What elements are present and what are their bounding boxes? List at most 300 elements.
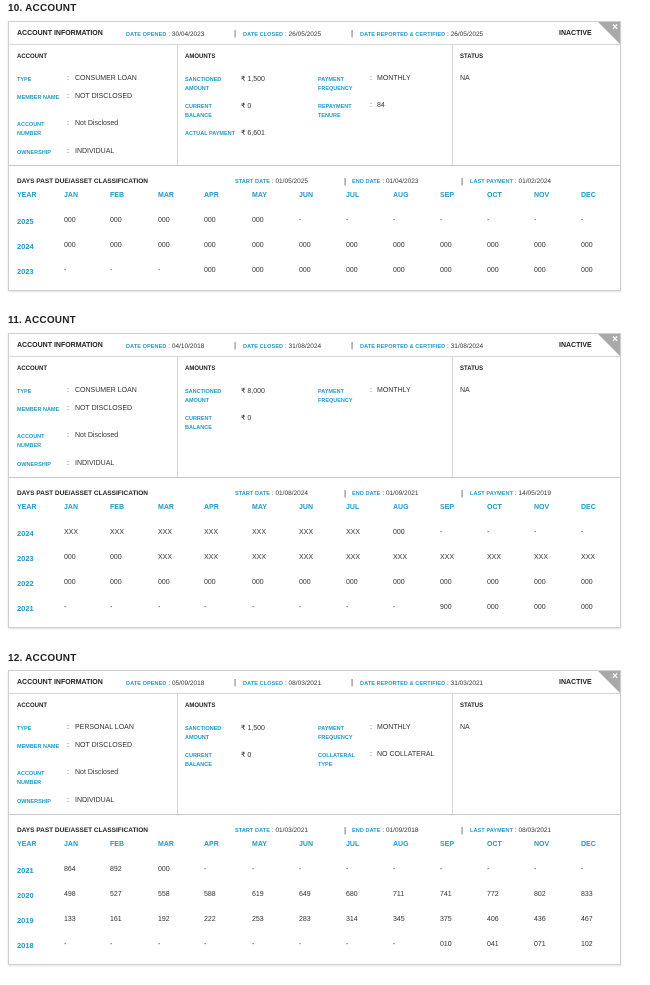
dpd-cell: -: [581, 529, 584, 536]
amounts-column-title: AMOUNTS: [185, 366, 216, 372]
dpd-cell: -: [252, 604, 255, 611]
account-info-body: [9, 694, 620, 815]
dpd-cell: 314: [346, 916, 358, 923]
dpd-cell: -: [581, 217, 584, 224]
sanctioned-amount-value: ₹ 1,500: [241, 76, 265, 83]
account-number-label: ACCOUNT NUMBER: [17, 771, 45, 786]
date-opened-label: DATE OPENED: [126, 680, 167, 687]
close-icon[interactable]: ×: [612, 22, 618, 33]
status-column-title: STATUS: [460, 703, 484, 709]
ownership-label: OWNERSHIP: [17, 462, 51, 468]
dpd-cell: 000: [346, 242, 358, 249]
dpd-cell: -: [64, 267, 67, 274]
dpd-row: [9, 579, 620, 604]
dpd-cell: XXX: [440, 554, 455, 561]
dpd-cell: 000: [487, 267, 499, 274]
date-reported-label: DATE REPORTED & CERTIFIED: [360, 680, 446, 687]
ownership-value: INDIVIDUAL: [75, 148, 115, 155]
last-payment-label: LAST PAYMENT: [470, 179, 514, 185]
status-column: [452, 694, 620, 814]
account-info-body: [9, 45, 620, 166]
collateral-type-value: NO COLLATERAL: [377, 751, 435, 758]
actual-payment-value: ₹ 6,601: [241, 130, 265, 137]
date-opened-value: : 30/04/2023: [168, 30, 205, 38]
dpd-cell: 000: [393, 529, 405, 536]
actual-payment-label: ACTUAL PAYMENT: [185, 131, 236, 137]
close-icon[interactable]: ×: [612, 671, 618, 682]
dpd-cell: 000: [110, 217, 122, 224]
dpd-cell: 222: [204, 916, 216, 923]
dpd-cell: -: [252, 866, 255, 873]
dpd-month-header: JUN: [299, 841, 314, 848]
dpd-month-header: FEB: [110, 192, 124, 199]
dpd-cell: XXX: [393, 554, 408, 561]
dpd-cell: 436: [534, 916, 546, 923]
dpd-cell: -: [299, 217, 302, 224]
account-card: [8, 21, 621, 291]
current-balance-label: CURRENT BALANCE: [185, 104, 212, 119]
member-name-label: MEMBER NAME: [17, 744, 60, 750]
dpd-cell: 000: [299, 579, 311, 586]
end-date-value: : 01/04/2023: [382, 178, 419, 185]
dpd-cell: -: [299, 866, 302, 873]
dpd-month-header: APR: [204, 841, 219, 848]
dpd-row: [9, 941, 620, 966]
dpd-month-header: SEP: [440, 504, 455, 511]
dpd-cell: XXX: [299, 529, 314, 536]
dpd-month-header: JUN: [299, 504, 314, 511]
dpd-cell: 000: [110, 242, 122, 249]
dpd-month-header: DEC: [581, 841, 596, 848]
date-opened-label: DATE OPENED: [126, 343, 167, 350]
account-card: [8, 333, 621, 628]
account-column-title: ACCOUNT: [17, 703, 47, 709]
dpd-cell: 000: [64, 554, 76, 561]
dpd-cell: 000: [393, 242, 405, 249]
dpd-row: [9, 267, 620, 292]
dpd-row: [9, 604, 620, 629]
dpd-cell: 527: [110, 891, 122, 898]
dpd-month-header: APR: [204, 504, 219, 511]
dpd-cell: 000: [204, 267, 216, 274]
dpd-cell: 000: [110, 579, 122, 586]
dpd-cell: XXX: [487, 554, 502, 561]
dpd-cell: -: [581, 866, 584, 873]
sanctioned-amount-label: SANCTIONED AMOUNT: [185, 726, 222, 741]
amounts-column: AMOUNTS SANCTIONED AMOUNT ₹ 1,500 CURRENT BALANCE ₹ 0 ACTUAL PAYMENT ₹ 6,601 PAYMENT FREQUENCY : MONTHLY REPAYMENT TENURE : 84: [177, 45, 453, 165]
dpd-month-header: FEB: [110, 841, 124, 848]
dpd-row: [9, 891, 620, 916]
start-date-label: START DATE: [235, 179, 271, 185]
sanctioned-amount-label: SANCTIONED AMOUNT: [185, 389, 222, 404]
dpd-cell: 619: [252, 891, 264, 898]
status-column: [452, 45, 620, 165]
dpd-cell: 711: [393, 891, 405, 898]
payment-frequency-label: PAYMENT FREQUENCY: [318, 726, 353, 741]
dpd-cell: -: [393, 866, 396, 873]
dpd-month-header: AUG: [393, 841, 409, 848]
dpd-cell: 000: [581, 267, 593, 274]
dpd-cell: 000: [204, 217, 216, 224]
dpd-year: 2025: [17, 217, 34, 226]
dpd-month-header: MAR: [158, 192, 174, 199]
account-info-title: ACCOUNT INFORMATION: [17, 679, 103, 686]
dpd-cell: -: [204, 866, 207, 873]
dpd-cell: 000: [581, 242, 593, 249]
account-state-badge: INACTIVE: [559, 30, 592, 37]
dpd-cell: 041: [487, 941, 499, 948]
dpd-title: DAYS PAST DUE/ASSET CLASSIFICATION: [17, 827, 148, 834]
status-column-title: STATUS: [460, 54, 484, 60]
dpd-year: 2024: [17, 242, 34, 251]
dpd-year: 2024: [17, 529, 34, 538]
dpd-month-header: MAR: [158, 841, 174, 848]
dpd-cell: 000: [534, 242, 546, 249]
account-title: 11. ACCOUNT: [8, 315, 76, 326]
dpd-cell: 161: [110, 916, 122, 923]
dpd-cell: 133: [64, 916, 76, 923]
dpd-header-row: [9, 504, 620, 529]
amounts-column-title: AMOUNTS: [185, 54, 216, 60]
dpd-cell: 000: [487, 604, 499, 611]
dpd-cell: 102: [581, 941, 593, 948]
dpd-cell: -: [110, 267, 113, 274]
close-icon[interactable]: ×: [612, 334, 618, 345]
account-title: 12. ACCOUNT: [8, 653, 77, 664]
account-column: ACCOUNT TYPE : PERSONAL LOAN MEMBER NAME : NOT DISCLOSED ACCOUNT NUMBER : Not Disclosed OWNERSHIP : INDIVIDUAL: [9, 694, 178, 814]
dpd-cell: 000: [581, 604, 593, 611]
type-value: CONSUMER LOAN: [75, 75, 137, 82]
dpd-year: 2023: [17, 267, 34, 276]
last-payment-value: : 01/02/2024: [514, 178, 552, 185]
dpd-cell: -: [110, 941, 113, 948]
dpd-month-header: MAR: [158, 504, 174, 511]
dpd-cell: 000: [393, 267, 405, 274]
type-label: TYPE: [17, 726, 32, 732]
dpd-month-header: MAY: [252, 841, 267, 848]
dpd-cell: XXX: [252, 554, 267, 561]
dpd-cell: -: [64, 604, 67, 611]
payment-frequency-label: PAYMENT FREQUENCY: [318, 389, 353, 404]
account-column-title: ACCOUNT: [17, 366, 47, 372]
account-number-value: Not Disclosed: [75, 432, 119, 439]
dpd-month-header: YEAR: [17, 841, 37, 848]
dpd-header-row: [9, 841, 620, 866]
status-column: [452, 357, 620, 477]
dpd-year: 2022: [17, 579, 34, 588]
dpd-month-header: JAN: [64, 504, 79, 511]
dpd-cell: XXX: [252, 529, 267, 536]
account-info-header: ACCOUNT INFORMATION DATE OPENED : 30/04/2023 | DATE CLOSED : 26/05/2025 | DATE REPORTED & CERTIFIED : 26/05/2025 INACTIVE: [9, 22, 620, 45]
end-date-label: END DATE: [352, 179, 381, 185]
dpd-cell: 000: [204, 242, 216, 249]
date-closed-value: : 08/03/2021: [284, 679, 322, 687]
current-balance-label: CURRENT BALANCE: [185, 753, 212, 768]
end-date-value: : 01/09/2018: [382, 827, 419, 834]
dpd-month-header: NOV: [534, 841, 550, 848]
dpd-month-header: AUG: [393, 192, 409, 199]
amounts-column-title: AMOUNTS: [185, 703, 216, 709]
member-name-value: NOT DISCLOSED: [75, 405, 133, 412]
dpd-cell: 000: [534, 579, 546, 586]
repayment-tenure-label: REPAYMENT TENURE: [318, 104, 352, 119]
start-date-value: : 01/08/2024: [271, 490, 308, 497]
dpd-cell: 892: [110, 866, 122, 873]
status-value: NA: [460, 724, 470, 731]
dpd-month-header: YEAR: [17, 504, 37, 511]
ownership-value: INDIVIDUAL: [75, 460, 115, 467]
member-name-label: MEMBER NAME: [17, 95, 60, 101]
payment-frequency-value: MONTHLY: [377, 75, 411, 82]
dpd-cell: -: [440, 217, 443, 224]
dpd-cell: 680: [346, 891, 358, 898]
dpd-cell: XXX: [64, 529, 79, 536]
dpd-cell: 406: [487, 916, 499, 923]
dpd-cell: 000: [346, 267, 358, 274]
dpd-row: [9, 242, 620, 267]
dpd-cell: XXX: [158, 554, 173, 561]
dpd-cell: -: [534, 866, 537, 873]
date-opened-label: DATE OPENED: [126, 31, 167, 38]
current-balance-value: ₹ 0: [241, 752, 252, 759]
dpd-header-row: [9, 192, 620, 217]
member-name-label: MEMBER NAME: [17, 407, 60, 413]
dpd-cell: 802: [534, 891, 546, 898]
dpd-month-header: DEC: [581, 192, 596, 199]
dpd-cell: -: [346, 866, 349, 873]
dpd-month-header: JUN: [299, 192, 314, 199]
dpd-cell: 588: [204, 891, 216, 898]
dpd-cell: -: [487, 866, 490, 873]
dpd-cell: -: [64, 941, 67, 948]
dpd-month-header: SEP: [440, 841, 455, 848]
dpd-cell: 000: [64, 217, 76, 224]
dpd-month-header: OCT: [487, 841, 502, 848]
date-reported-label: DATE REPORTED & CERTIFIED: [360, 343, 446, 350]
dpd-grid: [9, 841, 620, 966]
dpd-month-header: OCT: [487, 504, 502, 511]
dpd-cell: 000: [252, 242, 264, 249]
dpd-cell: 000: [346, 579, 358, 586]
dpd-cell: 000: [487, 579, 499, 586]
dpd-cell: XXX: [534, 554, 549, 561]
dpd-cell: 000: [64, 579, 76, 586]
ownership-label: OWNERSHIP: [17, 150, 51, 156]
account-state-badge: INACTIVE: [559, 342, 592, 349]
collateral-type-label: COLLATERAL TYPE: [318, 753, 355, 768]
dpd-month-header: APR: [204, 192, 219, 199]
dpd-month-header: JUL: [346, 192, 360, 199]
current-balance-value: ₹ 0: [241, 103, 252, 110]
account-title: 10. ACCOUNT: [8, 3, 77, 14]
date-reported-label: DATE REPORTED & CERTIFIED: [360, 31, 446, 38]
start-date-label: START DATE: [235, 828, 271, 834]
dpd-cell: 000: [158, 242, 170, 249]
dpd-month-header: OCT: [487, 192, 502, 199]
account-number-value: Not Disclosed: [75, 769, 119, 776]
last-payment-value: : 14/05/2019: [514, 490, 552, 497]
dpd-year: 2020: [17, 891, 34, 900]
dpd-cell: 772: [487, 891, 499, 898]
date-closed-label: DATE CLOSED: [243, 31, 284, 38]
account-column-title: ACCOUNT: [17, 54, 47, 60]
dpd-cell: -: [158, 941, 161, 948]
type-value: PERSONAL LOAN: [75, 724, 134, 731]
dpd-cell: 000: [204, 579, 216, 586]
account-info-title: ACCOUNT INFORMATION: [17, 342, 103, 349]
dpd-cell: 000: [158, 579, 170, 586]
end-date-label: END DATE: [352, 828, 381, 834]
dpd-year: 2021: [17, 866, 34, 875]
date-opened-value: : 05/09/2018: [168, 679, 205, 687]
current-balance-label: CURRENT BALANCE: [185, 416, 212, 431]
dpd-cell: 741: [440, 891, 452, 898]
dpd-month-header: NOV: [534, 192, 550, 199]
dpd-month-header: SEP: [440, 192, 455, 199]
type-label: TYPE: [17, 77, 32, 83]
dpd-cell: 000: [534, 267, 546, 274]
dpd-cell: 000: [534, 604, 546, 611]
dpd-month-header: MAY: [252, 504, 267, 511]
dpd-cell: 000: [252, 267, 264, 274]
dpd-row: [9, 217, 620, 242]
dpd-month-header: JUL: [346, 504, 360, 511]
dpd-cell: -: [299, 604, 302, 611]
dpd-cell: 498: [64, 891, 76, 898]
dpd-cell: 649: [299, 891, 311, 898]
start-date-label: START DATE: [235, 491, 271, 497]
dpd-cell: 000: [299, 267, 311, 274]
status-value: NA: [460, 387, 470, 394]
sanctioned-amount-value: ₹ 8,000: [241, 388, 265, 395]
payment-frequency-value: MONTHLY: [377, 724, 411, 731]
payment-frequency-label: PAYMENT FREQUENCY: [318, 77, 353, 92]
dpd-cell: XXX: [299, 554, 314, 561]
account-card: [8, 670, 621, 965]
dpd-title: DAYS PAST DUE/ASSET CLASSIFICATION: [17, 490, 148, 497]
dpd-cell: -: [110, 604, 113, 611]
dpd-title: DAYS PAST DUE/ASSET CLASSIFICATION: [17, 178, 148, 185]
dpd-cell: 253: [252, 916, 264, 923]
dpd-cell: 000: [487, 242, 499, 249]
ownership-value: INDIVIDUAL: [75, 797, 115, 804]
dpd-year: 2019: [17, 916, 34, 925]
dpd-grid: [9, 504, 620, 629]
sanctioned-amount-label: SANCTIONED AMOUNT: [185, 77, 222, 92]
status-column-title: STATUS: [460, 366, 484, 372]
account-info-body: [9, 357, 620, 478]
dpd-cell: 071: [534, 941, 546, 948]
dpd-cell: 192: [158, 916, 170, 923]
dpd-cell: 900: [440, 604, 452, 611]
dpd-month-header: JAN: [64, 841, 79, 848]
account-column: ACCOUNT TYPE : CONSUMER LOAN MEMBER NAME : NOT DISCLOSED ACCOUNT NUMBER : Not Disclosed OWNERSHIP : INDIVIDUAL: [9, 357, 178, 477]
last-payment-label: LAST PAYMENT: [470, 491, 514, 497]
account-column: ACCOUNT TYPE : CONSUMER LOAN MEMBER NAME : NOT DISCLOSED ACCOUNT NUMBER : Not Disclosed OWNERSHIP : INDIVIDUAL: [9, 45, 178, 165]
dpd-header: DAYS PAST DUE/ASSET CLASSIFICATION START DATE : 01/03/2021 | END DATE : 01/09/2018 | LAST PAYMENT : 08/03/2021: [17, 826, 552, 835]
payment-frequency-value: MONTHLY: [377, 387, 411, 394]
type-value: CONSUMER LOAN: [75, 387, 137, 394]
account-number-label: ACCOUNT NUMBER: [17, 122, 45, 137]
dpd-cell: 000: [299, 242, 311, 249]
dpd-cell: -: [440, 866, 443, 873]
date-closed-value: : 31/08/2024: [284, 342, 322, 350]
dpd-row: [9, 529, 620, 554]
account-number-value: Not Disclosed: [75, 120, 119, 127]
dpd-cell: -: [393, 604, 396, 611]
dpd-cell: -: [252, 941, 255, 948]
dpd-cell: XXX: [581, 554, 596, 561]
dpd-cell: -: [299, 941, 302, 948]
dpd-cell: 833: [581, 891, 593, 898]
dpd-header: DAYS PAST DUE/ASSET CLASSIFICATION START DATE : 01/08/2024 | END DATE : 01/09/2021 | LAST PAYMENT : 14/05/2019: [17, 489, 552, 498]
member-name-value: NOT DISCLOSED: [75, 93, 133, 100]
dpd-cell: -: [534, 217, 537, 224]
dpd-year: 2018: [17, 941, 34, 950]
account-info-header: ACCOUNT INFORMATION DATE OPENED : 05/09/2018 | DATE CLOSED : 08/03/2021 | DATE REPORTED & CERTIFIED : 31/03/2021 INACTIVE: [9, 671, 620, 694]
member-name-value: NOT DISCLOSED: [75, 742, 133, 749]
last-payment-label: LAST PAYMENT: [470, 828, 514, 834]
dpd-cell: -: [393, 941, 396, 948]
dpd-cell: 000: [440, 267, 452, 274]
dpd-cell: XXX: [204, 554, 219, 561]
dpd-cell: -: [204, 604, 207, 611]
dpd-row: [9, 866, 620, 891]
dpd-cell: -: [393, 217, 396, 224]
amounts-column: AMOUNTS SANCTIONED AMOUNT ₹ 8,000 CURRENT BALANCE ₹ 0 PAYMENT FREQUENCY : MONTHLY: [177, 357, 453, 477]
account-number-label: ACCOUNT NUMBER: [17, 434, 45, 449]
dpd-cell: 000: [252, 579, 264, 586]
current-balance-value: ₹ 0: [241, 415, 252, 422]
dpd-cell: 558: [158, 891, 170, 898]
dpd-grid: [9, 192, 620, 292]
account-info-header: ACCOUNT INFORMATION DATE OPENED : 04/10/2018 | DATE CLOSED : 31/08/2024 | DATE REPORTED & CERTIFIED : 31/08/2024 INACTIVE: [9, 334, 620, 357]
end-date-value: : 01/09/2021: [382, 490, 419, 497]
dpd-cell: 375: [440, 916, 452, 923]
date-opened-value: : 04/10/2018: [168, 342, 205, 350]
date-closed-label: DATE CLOSED: [243, 343, 284, 350]
dpd-cell: 000: [440, 242, 452, 249]
dpd-cell: 000: [158, 866, 170, 873]
dpd-cell: -: [534, 529, 537, 536]
dpd-cell: XXX: [346, 529, 361, 536]
repayment-tenure-value: 84: [377, 102, 385, 109]
dpd-cell: XXX: [158, 529, 173, 536]
amounts-column: AMOUNTS SANCTIONED AMOUNT ₹ 1,500 CURRENT BALANCE ₹ 0 PAYMENT FREQUENCY : MONTHLY COLLATERAL TYPE : NO COLLATERAL: [177, 694, 453, 814]
end-date-label: END DATE: [352, 491, 381, 497]
dpd-cell: 000: [440, 579, 452, 586]
dpd-cell: -: [346, 941, 349, 948]
date-closed-value: : 26/05/2025: [284, 30, 322, 38]
dpd-cell: XXX: [110, 529, 125, 536]
dpd-cell: -: [346, 217, 349, 224]
status-value: NA: [460, 75, 470, 82]
dpd-month-header: DEC: [581, 504, 596, 511]
dpd-row: [9, 916, 620, 941]
date-reported-value: : 26/05/2025: [447, 30, 484, 38]
last-payment-value: : 08/03/2021: [514, 827, 552, 834]
dpd-cell: 000: [393, 579, 405, 586]
dpd-cell: -: [158, 604, 161, 611]
dpd-year: 2021: [17, 604, 34, 613]
dpd-cell: 000: [110, 554, 122, 561]
dpd-header: DAYS PAST DUE/ASSET CLASSIFICATION START DATE : 01/05/2025 | END DATE : 01/04/2023 | LAST PAYMENT : 01/02/2024: [17, 177, 552, 186]
dpd-cell: 000: [252, 217, 264, 224]
dpd-cell: -: [487, 529, 490, 536]
dpd-month-header: JUL: [346, 841, 360, 848]
dpd-cell: 000: [64, 242, 76, 249]
dpd-cell: 467: [581, 916, 593, 923]
